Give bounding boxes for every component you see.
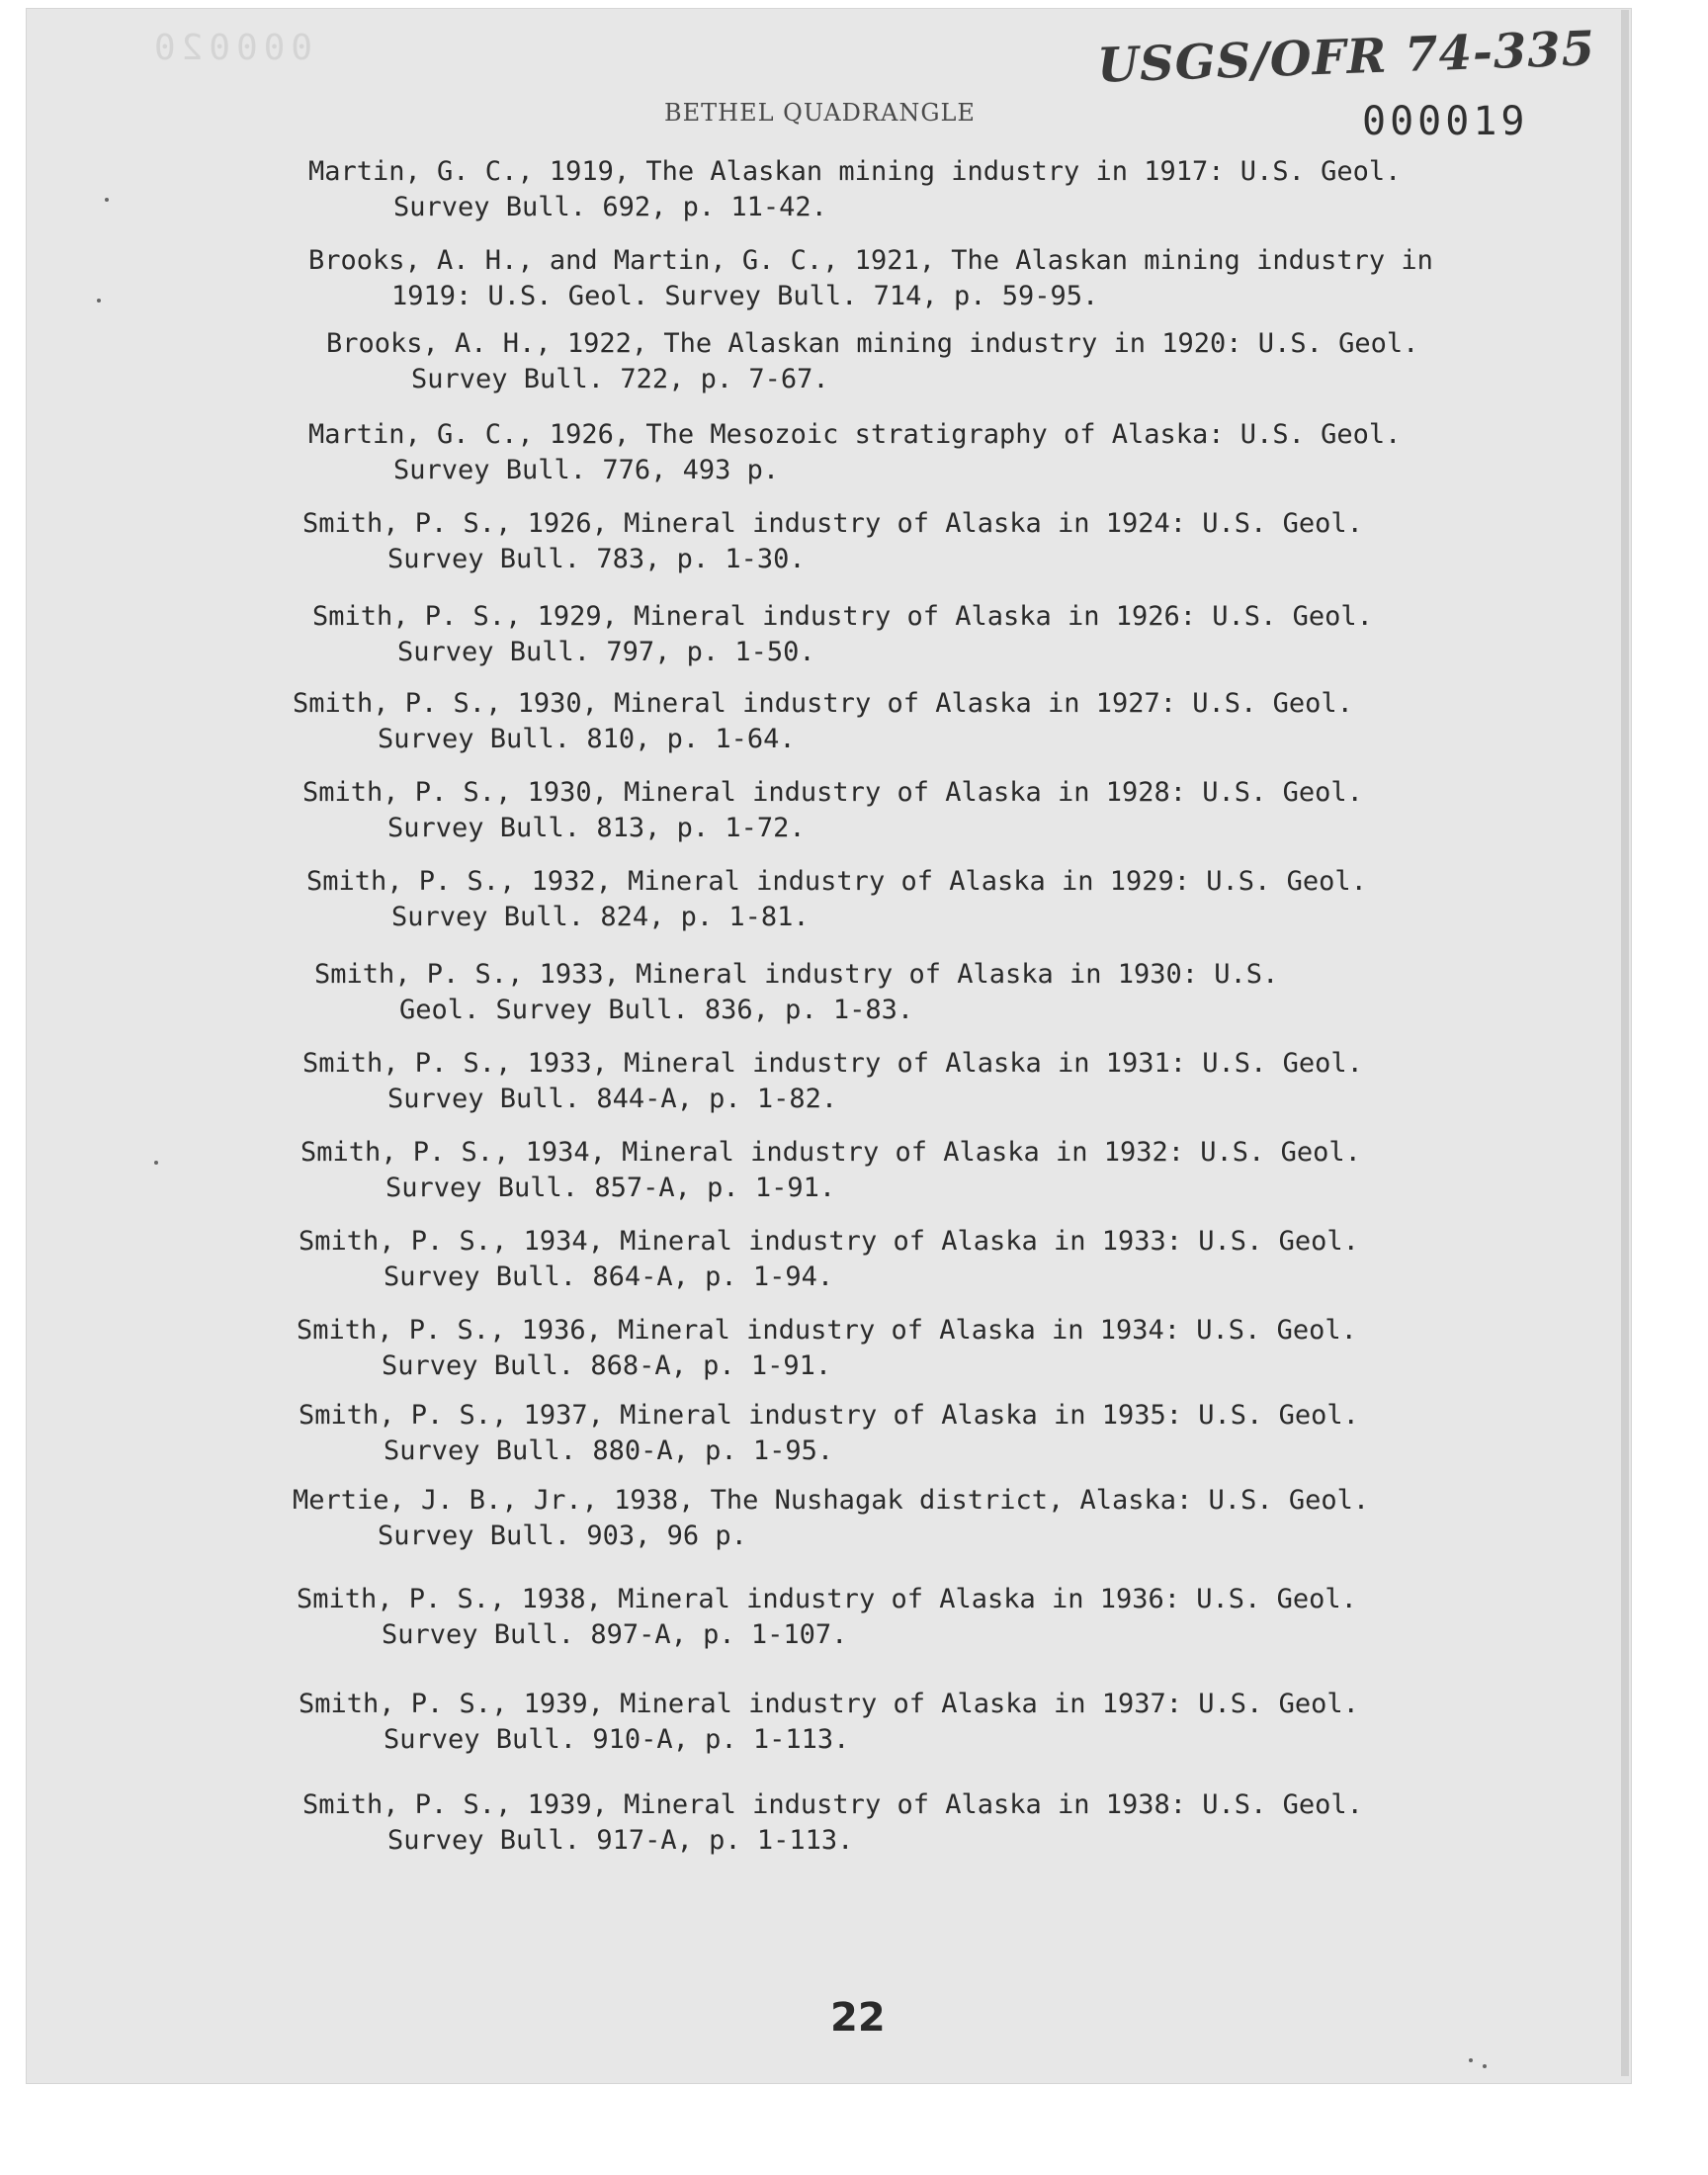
reference-line: Martin, G. C., 1926, The Mesozoic stratigraphy of Alaska: U.S. Geol. xyxy=(308,419,1402,450)
reference-line: Survey Bull. 797, p. 1-50. xyxy=(397,637,815,667)
reference-line: Survey Bull. 897-A, p. 1-107. xyxy=(382,1619,848,1650)
reference-line: Survey Bull. 903, 96 p. xyxy=(378,1521,747,1551)
reference-line: 1919: U.S. Geol. Survey Bull. 714, p. 59-95. xyxy=(391,281,1099,311)
reference-line: Survey Bull. 776, 493 p. xyxy=(393,455,780,485)
reference-line: Smith, P. S., 1939, Mineral industry of Alaska in 1937: U.S. Geol. xyxy=(299,1689,1359,1719)
reference-line: Smith, P. S., 1926, Mineral industry of Alaska in 1924: U.S. Geol. xyxy=(302,508,1363,539)
reference-line: Geol. Survey Bull. 836, p. 1-83. xyxy=(399,995,914,1025)
reference-line: Smith, P. S., 1930, Mineral industry of Alaska in 1928: U.S. Geol. xyxy=(302,777,1363,808)
reference-entry xyxy=(308,154,1401,225)
reference-entry xyxy=(326,326,1418,397)
page-number: 22 xyxy=(830,1995,886,2041)
handwritten-report-number: USGS/OFR 74-335 xyxy=(1096,21,1596,94)
reference-line: Survey Bull. 917-A, p. 1-113. xyxy=(387,1825,854,1856)
reference-line: Brooks, A. H., and Martin, G. C., 1921, The Alaskan mining industry in xyxy=(308,245,1433,276)
reference-line: Smith, P. S., 1938, Mineral industry of Alaska in 1936: U.S. Geol. xyxy=(297,1584,1357,1614)
reference-line: Mertie, J. B., Jr., 1938, The Nushagak district, Alaska: U.S. Geol. xyxy=(293,1485,1370,1516)
reference-entry xyxy=(308,243,1433,314)
page-edge-shadow xyxy=(1621,10,1629,2076)
scan-speck xyxy=(1469,2058,1473,2062)
reference-entry xyxy=(312,599,1373,670)
reference-line: Smith, P. S., 1937, Mineral industry of Alaska in 1935: U.S. Geol. xyxy=(299,1400,1359,1431)
reference-entry xyxy=(293,686,1353,757)
reference-entry xyxy=(302,1787,1363,1859)
scan-speck xyxy=(105,198,109,202)
reference-entry xyxy=(302,506,1363,577)
reference-entry xyxy=(297,1582,1357,1653)
reference-entry xyxy=(308,417,1401,488)
reference-line: Survey Bull. 722, p. 7-67. xyxy=(411,364,829,394)
reference-line: Survey Bull. 783, p. 1-30. xyxy=(387,544,806,574)
reference-line: Smith, P. S., 1933, Mineral industry of Alaska in 1931: U.S. Geol. xyxy=(302,1048,1363,1079)
reference-line: Smith, P. S., 1934, Mineral industry of Alaska in 1933: U.S. Geol. xyxy=(299,1226,1359,1257)
reference-line: Smith, P. S., 1930, Mineral industry of Alaska in 1927: U.S. Geol. xyxy=(293,688,1353,719)
reference-entry xyxy=(302,1046,1363,1117)
reference-entry xyxy=(297,1313,1357,1384)
reference-line: Survey Bull. 844-A, p. 1-82. xyxy=(387,1084,838,1114)
reference-entry xyxy=(300,1135,1361,1206)
reference-line: Survey Bull. 813, p. 1-72. xyxy=(387,813,806,843)
reference-entry xyxy=(302,775,1363,846)
reference-line: Smith, P. S., 1936, Mineral industry of Alaska in 1934: U.S. Geol. xyxy=(297,1315,1357,1346)
reference-line: Smith, P. S., 1934, Mineral industry of Alaska in 1932: U.S. Geol. xyxy=(300,1137,1361,1168)
reference-entry xyxy=(299,1224,1359,1295)
reference-line: Smith, P. S., 1929, Mineral industry of Alaska in 1926: U.S. Geol. xyxy=(312,601,1373,632)
scan-speck xyxy=(1483,2064,1487,2068)
reference-line: Survey Bull. 864-A, p. 1-94. xyxy=(384,1262,834,1292)
reference-entry xyxy=(299,1398,1359,1469)
reference-line: Smith, P. S., 1933, Mineral industry of Alaska in 1930: U.S. xyxy=(314,959,1279,990)
stamped-page-id: 000019 xyxy=(1362,99,1529,144)
scan-speck xyxy=(97,299,101,303)
reference-entry xyxy=(299,1687,1359,1758)
reference-entry xyxy=(306,864,1367,935)
reference-line: Survey Bull. 910-A, p. 1-113. xyxy=(384,1724,850,1755)
reference-line: Survey Bull. 880-A, p. 1-95. xyxy=(384,1436,834,1466)
scan-speck xyxy=(154,1161,158,1165)
reference-line: Smith, P. S., 1939, Mineral industry of Alaska in 1938: U.S. Geol. xyxy=(302,1789,1363,1820)
reference-entry xyxy=(293,1483,1369,1554)
reference-line: Survey Bull. 868-A, p. 1-91. xyxy=(382,1350,832,1381)
reference-line: Survey Bull. 692, p. 11-42. xyxy=(393,192,827,222)
quadrangle-title: BETHEL QUADRANGLE xyxy=(664,99,976,127)
reference-line: Smith, P. S., 1932, Mineral industry of Alaska in 1929: U.S. Geol. xyxy=(306,866,1367,897)
reference-line: Survey Bull. 810, p. 1-64. xyxy=(378,724,796,754)
reference-line: Brooks, A. H., 1922, The Alaskan mining industry in 1920: U.S. Geol. xyxy=(326,328,1419,359)
reference-line: Martin, G. C., 1919, The Alaskan mining industry in 1917: U.S. Geol. xyxy=(308,156,1402,187)
reference-line: Survey Bull. 857-A, p. 1-91. xyxy=(385,1173,836,1203)
reference-line: Survey Bull. 824, p. 1-81. xyxy=(391,902,810,932)
bleed-through-number: 000020 xyxy=(148,28,313,68)
reference-entry xyxy=(314,957,1278,1028)
